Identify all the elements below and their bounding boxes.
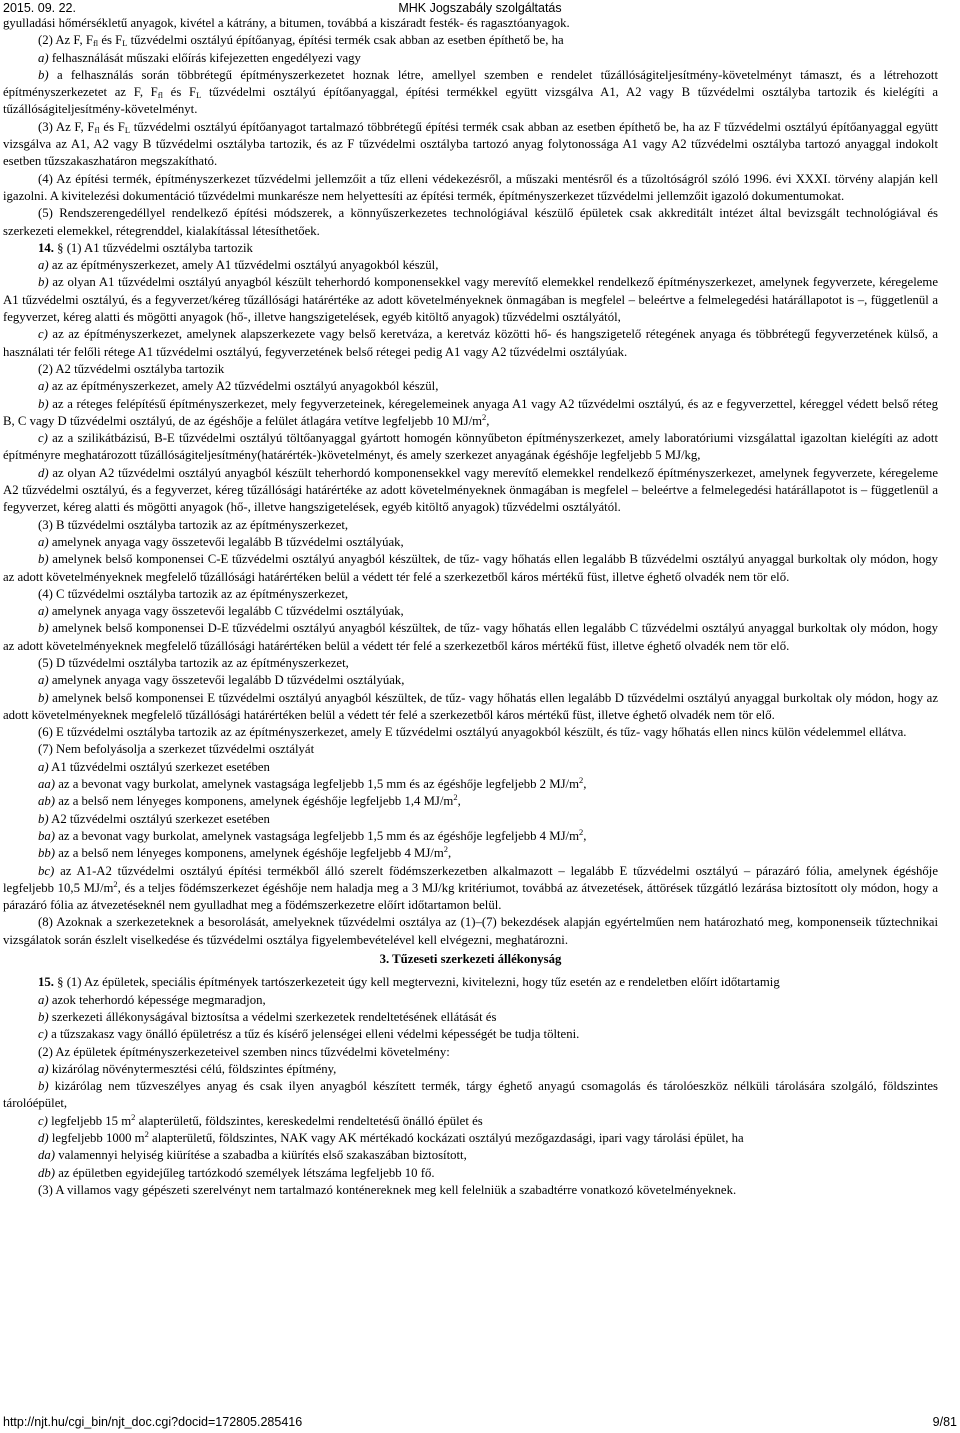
paragraph: (4) Az építési termék, építményszerkezet tűzvédelmi jellemzőit a tűz elleni védekezésről, a műszaki mentésről és a tűzoltóságról szóló 1996. évi XXXI. törvény alapján kell igazolni. A kivitelezési dokumentáció tűzvédelmi munkarésze nem helyettesíti az építési termék, építményszerkezet tűzvédelmi jellemzőit igazoló dokumentumokat. — [3, 171, 938, 203]
list-item: a) az az építményszerkezet, amely A2 tűzvédelmi osztályú anyagokból készül, — [38, 379, 439, 394]
list-item: c) legfeljebb 15 $m^2$ alapterületű, földszintes, kereskedelmi rendeltetésű önálló épület és — [38, 1111, 483, 1128]
list-item: a) amelynek anyaga vagy összetevői legalább B tűzvédelmi osztályúak, — [38, 534, 404, 549]
list-item: aa) az a bevonat vagy burkolat, amelynek vastagsága legfeljebb 1,5 mm és az égéshője legfeljebb 2 $MJ/m^2$, — [38, 775, 587, 792]
service-title: MHK Jogszabály szolgáltatás — [398, 1, 562, 15]
list-item: a) A1 tűzvédelmi osztályú szerkezet esetében — [38, 759, 270, 774]
list-item: b) amelynek belső komponensei C-E tűzvédelmi osztályú anyagból készültek, de tűz- vagy hőhatás ellen legalább B tűzvédelmi osztályú anyaggal burkoltak oly módon, hogy az adott követelményeknek megfelelő tűzállósági határértéken belül a védett tér felé a szerkezetből káros mértékű füst, illetve éghető olvadék nem tör elő. — [3, 552, 938, 584]
list-item: da) valamennyi helyiség kiürítése a szabadba a kiürítés első szakaszában biztosított, — [38, 1148, 467, 1163]
list-item: bb) az a belső nem lényeges komponens, amelynek égéshője legfeljebb 4 $MJ/m^2$, — [38, 844, 452, 861]
paragraph: (3) B tűzvédelmi osztályba tartozik az az építményszerkezet, — [38, 517, 349, 532]
section-sign: § — [57, 240, 64, 255]
section-15: 15. § (1) Az épületek, speciális építmények tartószerkezeteit úgy kell megtervezni, kivitelezni, hogy tűz esetén az e rendeletben előírt időtartamig — [38, 975, 780, 990]
list-item: b) a felhasználás során többrétegű építményszerkezetet hoznak létre, amellyel szemben e rendelet tűzállóságiteljesítmény-követelményt támaszt, és a létrehozott építményszerkezetet az F, $F_{fl}$ és $F_L$ tűzvédelmi osztályú építőanyaggal, építési termékkel együtt vizsgálva A1, A2 vagy B tűzvédelmi osztályba tartozik és kielégíti a tűzállóságiteljesítmény-követelményt. — [3, 67, 938, 117]
list-item: a) amelynek anyaga vagy összetevői legalább C tűzvédelmi osztályúak, — [38, 604, 404, 619]
paragraph: (5) Rendszerengedéllyel rendelkező építési módszerek, a könnyűszerkezetes technológiával készülő épületek csak akkreditált intézet által bevizsgált technológiával és szerkezeti elemekkel, rétegrenddel, kialakítással létesíthetőek. — [3, 206, 938, 238]
law-text — [3, 15, 938, 1413]
list-item: d) az olyan A2 tűzvédelmi osztályú anyagból készült teherhordó komponensekkel vagy merevítő elemekkel rendelkező építményszerkezet, amelynek fegyverzete, kéregeleme A2 tűzvédelmi osztályú, és a fegyverzet, kéreg tűzállósági határértéke az adott követelményeknek önmagában is megfelel – beleértve a felmelegedési határállapotot is – függetlenül a fegyverzet, kéreg alatti és mögötti anyagok (hő-, illetve hangszigetelések, egyéb kitöltő anyagok) tűzvédelmi osztályától. — [3, 465, 938, 515]
page-footer — [0, 1414, 960, 1430]
list-item: a) felhasználását műszaki előírás kifejezetten engedélyezi vagy — [38, 50, 361, 65]
list-item: b) szerkezeti állékonyságával biztosítsa a védelmi szerkezetek rendeltetésének ellátását és — [38, 1009, 497, 1024]
list-item: b) az olyan A1 tűzvédelmi osztályú anyagból készült teherhordó komponensekkel vagy merevítő elemekkel rendelkező építményszerkezet, amelynek fegyverzete, kéregeleme A1 tűzvédelmi osztályú, és a fegyverzet/kéreg tűzállósági határértéke az adott követelményeknek önmagában is megfelel – beleértve a felmelegedési határállapotot is –, függetlenül a fegyverzet, kéreg alatti és mögötti anyagok (hő-, illetve hangszigetelések, egyéb kitöltő anyagok) tűzvédelmi osztályától, — [3, 275, 938, 325]
list-item: b) A2 tűzvédelmi osztályú szerkezet esetében — [38, 811, 270, 826]
document-url: http://njt.hu/cgi_bin/njt_doc.cgi?docid=172805.285416 — [3, 1415, 303, 1429]
paragraph: (2) A2 tűzvédelmi osztályba tartozik — [38, 361, 225, 376]
list-item: c) a tűzszakasz vagy önálló épületrész a tűz és kísérő jelenségei elleni védelmi képességét be tudja tölteni. — [38, 1027, 580, 1042]
list-item: c) az a szilikátbázisú, B-E tűzvédelmi osztályú töltőanyaggal gyártott homogén könnyűbeton építményszerkezet, amely laboratóriumi vizsgálattal igazoltan kielégíti az adott építményre meghatározott tűzállóságiteljesítmény(határérték-)követelményt, és amely szerkezet anyagának égéshője legfeljebb 5 MJ/kg, — [3, 431, 938, 463]
list-item: c) az az építményszerkezet, amelynek alapszerkezete vagy belső keretváza, a keretváz közötti hő- és hangszigetelő rétegének anyaga és többrétegű fegyverzetének külső, a használati tér felőli rétege A1 tűzvédelmi osztályú, fegyverzetének belső rétegei pedig A1 vagy A2 tűzvédelmi osztályúak. — [3, 327, 938, 359]
list-item: a) kizárólag növénytermesztési célú, földszintes építmény, — [38, 1061, 337, 1076]
paragraph: (5) D tűzvédelmi osztályba tartozik az az építményszerkezet, — [38, 655, 349, 670]
list-item: a) azok teherhordó képessége megmaradjon, — [38, 992, 266, 1007]
paragraph: (2) Az épületek építményszerkezeteivel szemben nincs tűzvédelmi követelmény: — [38, 1044, 450, 1059]
page-header — [0, 0, 960, 16]
list-item: d) legfeljebb 1000 $m^2$ alapterületű, földszintes, NAK vagy AK mértékadó kockázati osztályú mezőgazdasági, ipari vagy tárolási épület, ha — [38, 1129, 744, 1145]
paragraph: (8) Azoknak a szerkezeteknek a besorolását, amelyeknek tűzvédelmi osztálya az (1)–(7) bekezdések alapján egyértelműen nem határozható meg, komponenseik tűztechnikai vizsgálatok során észlelt viselkedése és tűzvédelmi osztálya figyelembevételével kell elvégezni, meghatározni. — [3, 915, 938, 947]
list-item: b) kizárólag nem tűzveszélyes anyag és csak ilyen anyagból készített termék, tárgy éghető anyagú csomagolás és tárolóeszköz nélküli tárolására szolgáló, földszintes tárolóépület, — [3, 1079, 938, 1111]
paragraph: (3) Az F, $F_{fl}$ és $F_L$ tűzvédelmi osztályú építőanyagot tartalmazó többrétegű építési termék csak abban az esetben építhető be, ha az F tűzvédelmi osztályú építőanyaggal együtt vizsgálva az A1, A2 vagy B tűzvédelmi osztályba tartozik, és az F tűzvédelmi osztályba tartozó anyag folytonossága A1 vagy A2 tűzvédelmi osztályba tartozó anyaggal indokolt esetben tűzszakaszhatáron megszakítható. — [3, 119, 938, 169]
list-item: bc) az A1-A2 tűzvédelmi osztályú építési termékből álló szerelt födémszerkezetben alkalmazott – legalább E tűzvédelmi osztályú – párazáró fólia, amelynek égéshője legfeljebb 10,5 $MJ/m^2$, és a teljes födémszerkezet égéshője nem haladja meg a 3 MJ/kg kritériumot, továbbá az átvezetések, áttörések tűzgátló lezárása biztosított oly módon, hogy a párazáró fólia az átvezetéseknél nem gyulladhat meg a födémszerkezetre előírt időtartamon belül. — [3, 863, 938, 913]
list-item: b) amelynek belső komponensei E tűzvédelmi osztályú anyagból készültek, de tűz- vagy hőhatás ellen legalább D tűzvédelmi osztályú anyaggal burkoltak oly módon, hogy az adott követelményeknek megfelelő tűzállósági határértéken belül a védett tér felé a szerkezetből káros mértékű füst, illetve éghető olvadék nem tör elő. — [3, 690, 938, 722]
list-item: b) az a réteges felépítésű építményszerkezet, mely fegyverzeteinek, kéregelemeinek anyaga A1 vagy A2 tűzvédelmi osztályú, és az e fegyverzettel, kéreggel védett belső réteg B, C vagy D tűzvédelmi osztályú, de az égéshője a felület átlagára vetítve legfeljebb 10 $MJ/m^2$, — [3, 396, 938, 428]
paragraph: (3) A villamos vagy gépészeti szerelvényt nem tartalmazó konténereknek meg kell felelniük a szabadtérre vonatkozó követelményeknek. — [38, 1182, 737, 1197]
list-item: ba) az a bevonat vagy burkolat, amelynek vastagsága legfeljebb 1,5 mm és az égéshője legfeljebb 4 $MJ/m^2$, — [38, 826, 587, 843]
list-item: a) amelynek anyaga vagy összetevői legalább D tűzvédelmi osztályúak, — [38, 673, 405, 688]
page-number: 9/81 — [932, 1415, 957, 1429]
list-item: db) az épületben egyidejűleg tartózkodó személyek létszáma legfeljebb 10 fő. — [38, 1165, 435, 1180]
paragraph: (7) Nem befolyásolja a szerkezet tűzvédelmi osztályát — [38, 742, 315, 757]
print-date: 2015. 09. 22. — [3, 1, 76, 15]
chapter-heading: 3. Tűzeseti szerkezeti állékonyság — [379, 952, 562, 967]
list-item: ab) az a belső nem lényeges komponens, amelynek égéshője legfeljebb 1,4 $MJ/m^2$, — [38, 792, 461, 809]
paragraph: (6) E tűzvédelmi osztályba tartozik az az építményszerkezet, amely E tűzvédelmi osztályú anyagokból készült, és tűz- vagy hőhatás ellen nincs külön védelemmel ellátva. — [38, 725, 907, 740]
list-item: a) az az építményszerkezet, amely A1 tűzvédelmi osztályú anyagokból készül, — [38, 258, 439, 273]
paragraph: (2) Az F, $F_{fl}$ és $F_L$ tűzvédelmi osztályú építőanyag, építési termék csak abban az esetben építhető be, ha — [38, 33, 564, 49]
section-sign: § — [57, 975, 64, 990]
section-14: 14. § (1) A1 tűzvédelmi osztályba tartozik — [38, 240, 253, 255]
paragraph: (4) C tűzvédelmi osztályba tartozik az az építményszerkezet, — [38, 586, 349, 601]
paragraph: gyulladási hőmérsékletű anyagok, kivétel a kátrány, a bitumen, továbbá a kiszáradt festék- és ragasztóanyagok. — [3, 16, 570, 30]
list-item: b) amelynek belső komponensei D-E tűzvédelmi osztályú anyagból készültek, de tűz- vagy hőhatás ellen legalább C tűzvédelmi osztályú anyaggal burkoltak oly módon, hogy az adott követelményeknek megfelelő tűzállósági határértéken belül a védett tér felé a szerkezetből káros mértékű füst, illetve éghető olvadék nem tör elő. — [3, 621, 938, 653]
